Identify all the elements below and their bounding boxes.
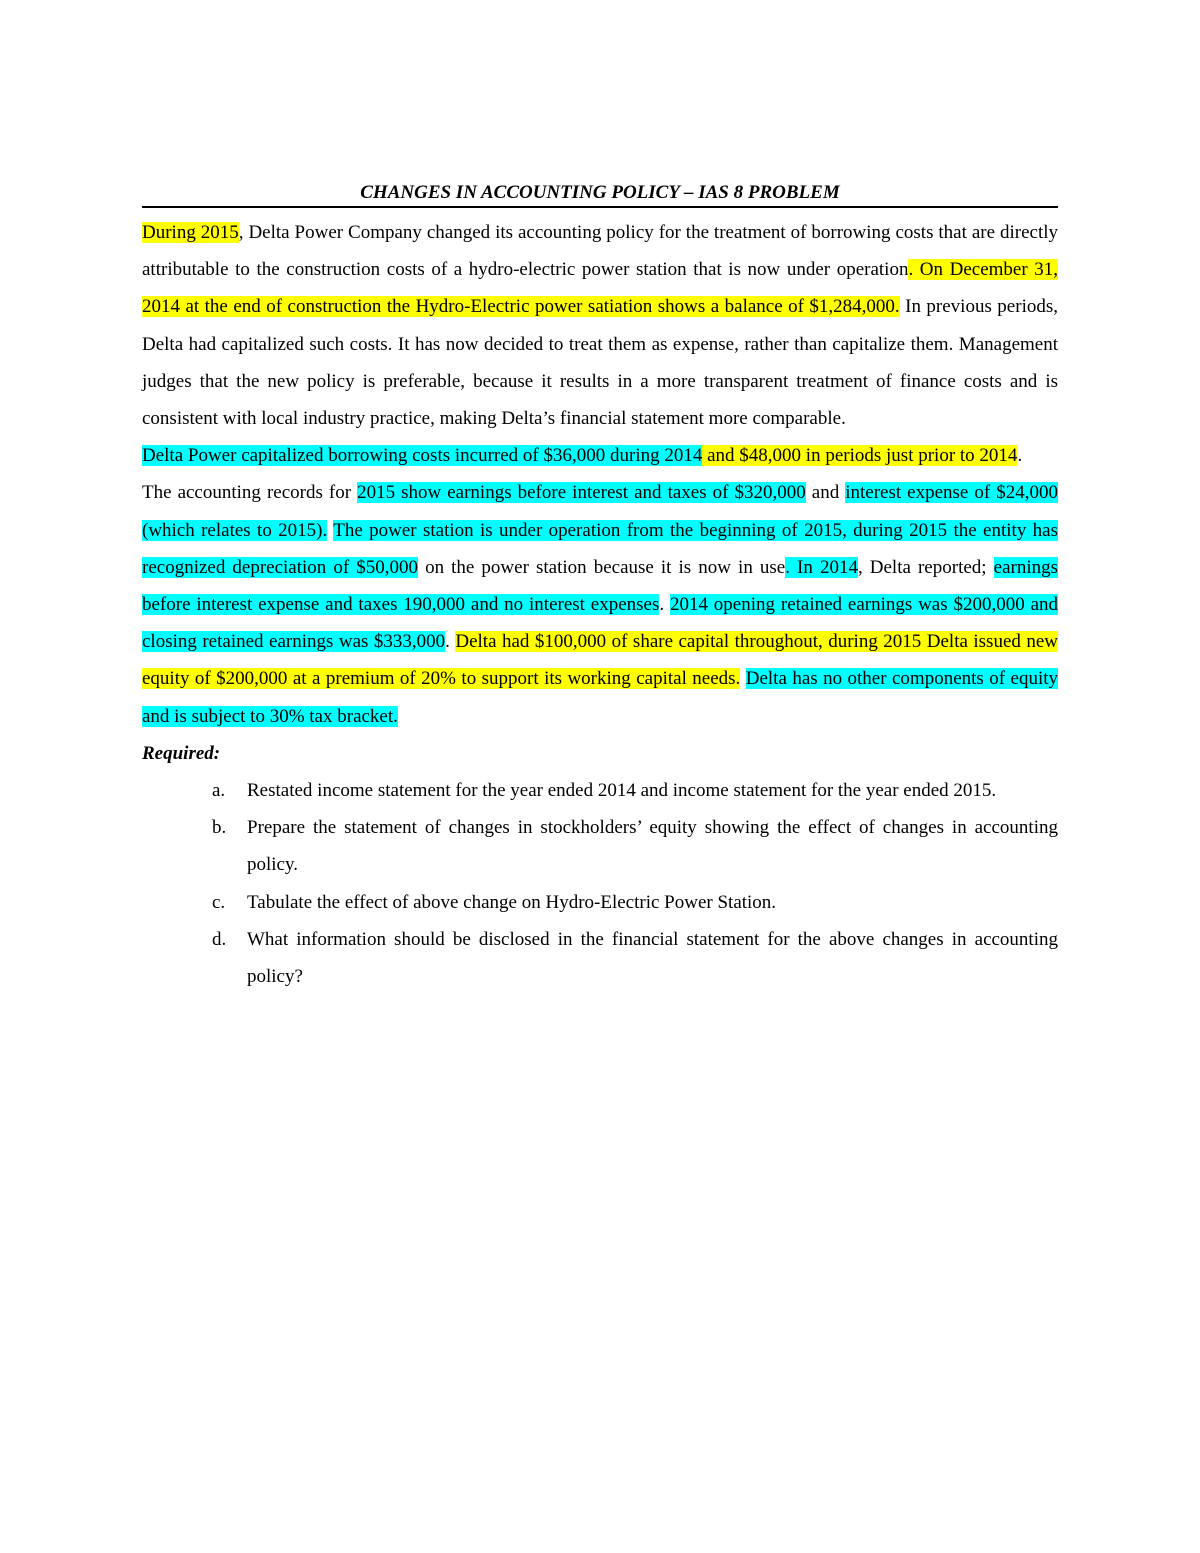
text-segment: , Delta reported; [857,556,994,578]
text-segment: In previous periods, Delta had capitalized such costs. It has now decided to treat them as expense, rather than capitalize them. Management judges that the new policy is preferable, because it results in a more transparent treatment of finance costs and is consistent with local industry practice, making Delta’s financial statement more comparable. [142,296,1058,430]
requirement-marker: c. [212,891,226,913]
requirement-text: Prepare the statement of changes in stockholders’ equity showing the effect of changes in accounting policy. [247,817,1058,876]
requirement-item [142,809,1058,883]
paragraph-capitalized-costs [142,437,1058,474]
paragraph-accounting-records [142,474,1058,734]
text-segment [740,668,745,689]
text-segment: . [659,594,670,616]
highlighted-text-cyan: 2014 opening retained earnings was $200,000 and closing retained earnings was $333,000 [142,594,1059,653]
text-segment: . [445,631,456,653]
requirement-text: Tabulate the effect of above change on Hydro-Electric Power Station. [247,891,777,913]
requirement-text: Restated income statement for the year ended 2014 and income statement for the year ended 2015. [247,780,997,802]
highlighted-text-cyan: interest expense of $24,000 (which relates to 2015). [142,482,1058,541]
requirement-item [142,772,1058,809]
document-title: CHANGES IN ACCOUNTING POLICY – IAS 8 PROBLEM [142,180,1058,208]
text-segment: , Delta Power Company changed its accounting policy for the treatment of borrowing costs that are directly attributable to the construction costs of a hydro-electric power station that is now under operation [142,222,1058,281]
required-heading: Required: [142,742,221,764]
text-segment: The accounting records for [142,482,358,504]
requirement-marker: a. [212,780,226,802]
highlighted-text-yellow: and $48,000 in periods just prior to 2014 [702,445,1018,467]
highlighted-text-yellow: During 2015 [142,222,239,243]
highlighted-text-yellow: Delta had $100,000 of share capital throughout, during 2015 Delta issued new equity of $200,000 at a premium of 20% to support its working capital needs. [142,631,1059,690]
requirement-marker: d. [212,928,227,950]
highlighted-text-cyan: 2015 show earnings before interest and taxes of $320,000 [357,482,806,504]
highlighted-text-cyan: Delta has no other components of equity and is subject to 30% tax bracket. [142,668,1058,727]
text-segment: and [805,482,846,504]
document-page [142,180,1058,995]
requirement-item [142,884,1058,921]
requirements-list [142,772,1058,995]
requirement-marker: b. [212,817,227,839]
highlighted-text-cyan: The power station is under operation from the beginning of 2015, during 2015 the entity has recognized depreciation of $50,000 [142,519,1058,578]
highlighted-text-cyan: earnings before interest expense and taxes 190,000 and no interest expenses [142,556,1059,616]
paragraph-background [142,214,1058,437]
text-segment: . [1017,445,1023,467]
highlighted-text-cyan: Delta Power capitalized borrowing costs incurred of $36,000 during 2014 [142,445,703,467]
requirement-item [142,921,1058,995]
highlighted-text-cyan: . In 2014 [785,556,858,578]
highlighted-text-yellow: . On December 31, 2014 at the end of construction the Hydro-Electric power satiation shows a balance of $1,284,000. [142,259,1059,318]
requirement-text: What information should be disclosed in the financial statement for the above changes in accounting policy? [247,928,1058,988]
text-segment: on the power station because it is now in use [418,556,786,578]
